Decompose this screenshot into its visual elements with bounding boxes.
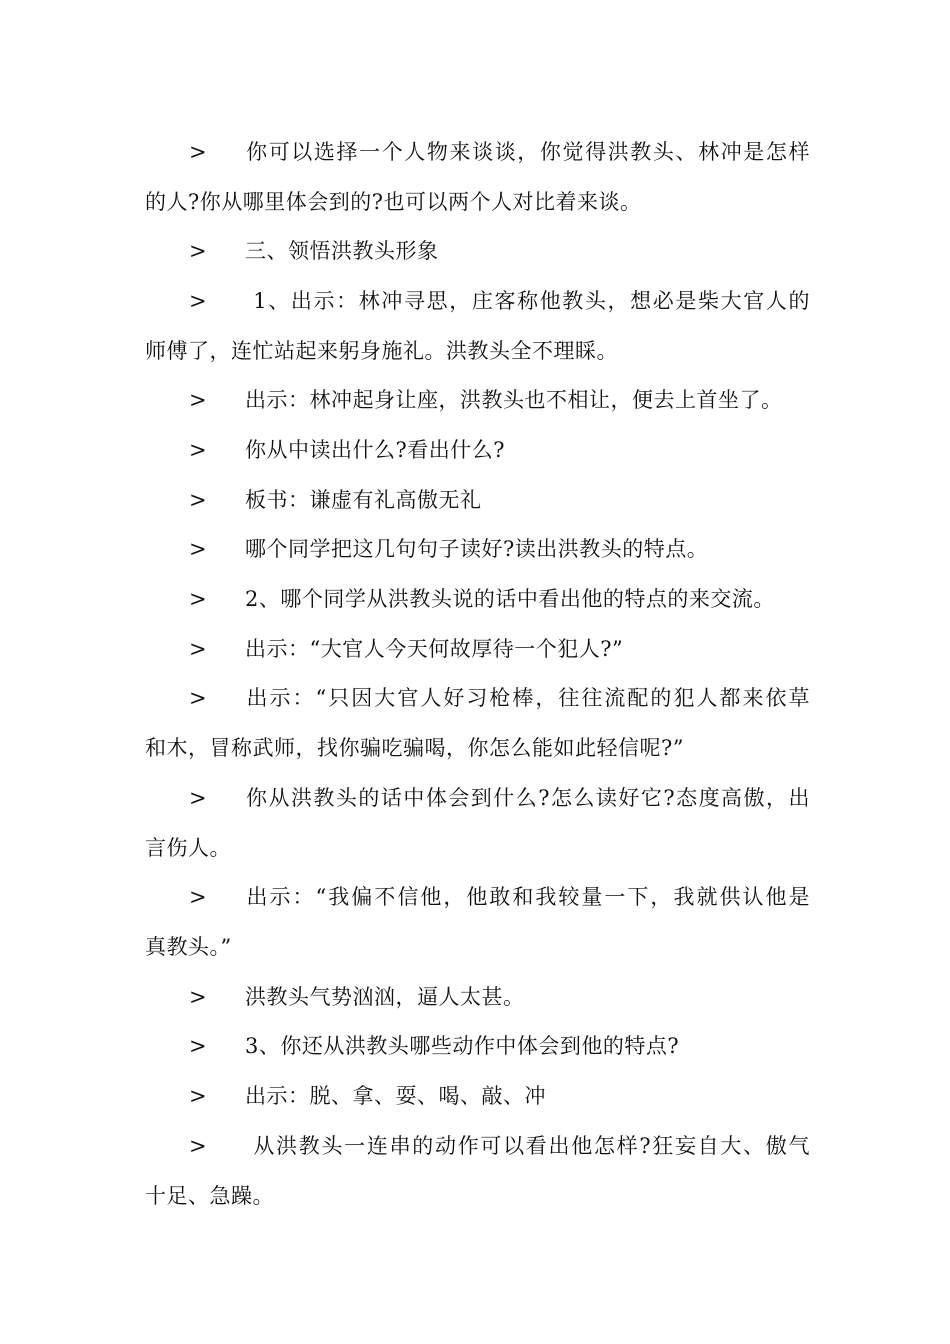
paragraph-line: 出示：“我偏不信他，他敢和我较量一下，我就供认他是 bbox=[245, 885, 810, 909]
paragraph bbox=[145, 574, 810, 624]
paragraph-line: 的人?你从哪里体会到的?也可以两个人对比着来谈。 bbox=[145, 190, 642, 214]
paragraph-line: 师傅了，连忙站起来躬身施礼。洪教头全不理睬。 bbox=[145, 339, 618, 363]
bullet-marker: > bbox=[189, 537, 208, 561]
paragraph bbox=[145, 972, 810, 1022]
paragraph bbox=[145, 276, 810, 376]
paragraph bbox=[145, 624, 810, 674]
bullet-marker: > bbox=[189, 239, 208, 263]
bullet-marker: > bbox=[189, 985, 208, 1009]
paragraph bbox=[145, 475, 810, 525]
paragraph-line: 出示：“只因大官人好习枪棒，往往流配的犯人都来依草 bbox=[245, 686, 810, 710]
bullet-marker: > bbox=[189, 388, 208, 412]
paragraph-line: 和木，冒称武师，找你骗吃骗喝，你怎么能如此轻信呢?” bbox=[145, 736, 684, 760]
paragraph-line: 哪个同学把这几句句子读好?读出洪教头的特点。 bbox=[245, 537, 709, 561]
paragraph-line: 出示：“大官人今天何故厚待一个犯人?” bbox=[245, 637, 624, 661]
paragraph bbox=[145, 127, 810, 227]
paragraph-line: 你可以选择一个人物来谈谈，你觉得洪教头、林冲是怎样 bbox=[245, 140, 810, 164]
bullet-marker: > bbox=[189, 1084, 208, 1108]
paragraph bbox=[145, 872, 810, 972]
paragraph-line: 板书：谦虚有礼高傲无礼 bbox=[245, 488, 482, 512]
paragraph bbox=[145, 773, 810, 873]
paragraph-line: 1、出示：林冲寻思，庄客称他教头，想必是柴大官人的 bbox=[245, 289, 810, 313]
paragraph-line: 出示：林冲起身让座，洪教头也不相让，便去上首坐了。 bbox=[245, 388, 783, 412]
paragraph-line: 十足、急躁。 bbox=[145, 1184, 274, 1208]
bullet-marker: > bbox=[189, 637, 208, 661]
bullet-marker: > bbox=[189, 587, 208, 611]
paragraph-line: 3、你还从洪教头哪些动作中体会到他的特点? bbox=[245, 1034, 680, 1058]
paragraph bbox=[145, 1121, 810, 1221]
section-heading bbox=[145, 226, 810, 276]
paragraph bbox=[145, 1071, 810, 1121]
paragraph bbox=[145, 425, 810, 475]
bullet-marker: > bbox=[189, 1134, 208, 1158]
paragraph-line: 2、哪个同学从洪教头说的话中看出他的特点的来交流。 bbox=[245, 587, 775, 611]
paragraph-line: 你从中读出什么?看出什么? bbox=[245, 438, 506, 462]
bullet-marker: > bbox=[189, 786, 208, 810]
paragraph bbox=[145, 1021, 810, 1071]
paragraph bbox=[145, 375, 810, 425]
bullet-marker: > bbox=[189, 885, 208, 909]
bullet-marker: > bbox=[189, 438, 208, 462]
paragraph bbox=[145, 524, 810, 574]
paragraph-line: 三、领悟洪教头形象 bbox=[245, 239, 439, 263]
bullet-marker: > bbox=[189, 686, 208, 710]
bullet-marker: > bbox=[189, 289, 208, 313]
paragraph bbox=[145, 673, 810, 773]
bullet-marker: > bbox=[189, 140, 208, 164]
paragraph-line: 从洪教头一连串的动作可以看出他怎样?狂妄自大、傲气 bbox=[245, 1134, 810, 1158]
paragraph-line: 真教头。” bbox=[145, 935, 232, 959]
paragraph-line: 出示：脱、拿、耍、喝、敲、冲 bbox=[245, 1084, 546, 1108]
paragraph-line: 言伤人。 bbox=[145, 836, 231, 860]
bullet-marker: > bbox=[189, 1034, 208, 1058]
bullet-marker: > bbox=[189, 488, 208, 512]
paragraph-line: 洪教头气势汹汹，逼人太甚。 bbox=[245, 985, 525, 1009]
paragraph-line: 你从洪教头的话中体会到什么?怎么读好它?态度高傲，出 bbox=[245, 786, 810, 810]
